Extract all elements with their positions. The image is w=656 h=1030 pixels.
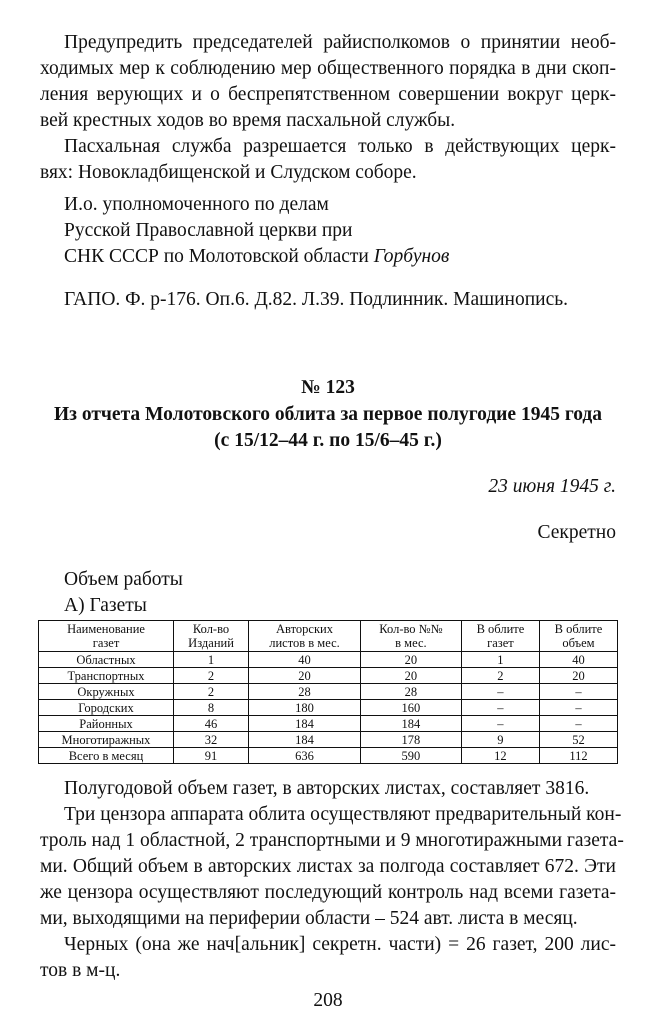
table-cell: Областных bbox=[39, 652, 174, 668]
document-number: № 123 bbox=[301, 377, 355, 398]
table-cell: – bbox=[461, 700, 539, 716]
page-number: 208 bbox=[313, 990, 343, 1011]
table-cell: 40 bbox=[539, 652, 617, 668]
table-row bbox=[39, 716, 618, 732]
table-total-row bbox=[39, 748, 618, 764]
table-cell: – bbox=[539, 684, 617, 700]
table-cell: Всего в месяц bbox=[39, 748, 174, 764]
table-header-cell: Авторских листов в мес. bbox=[249, 621, 361, 652]
text-line: Три цензора аппарата облита осуществляют предварительный кон- bbox=[64, 804, 622, 825]
table-cell: – bbox=[461, 684, 539, 700]
table-cell: 28 bbox=[249, 684, 361, 700]
table-cell: 178 bbox=[360, 732, 461, 748]
signature-line-1: И.о. уполномоченного по делам bbox=[64, 194, 329, 215]
text-line: ми, выходящими на периферии области – 524 авт. листа в месяц. bbox=[40, 908, 578, 929]
table-cell: 184 bbox=[360, 716, 461, 732]
signature-office: СНК СССР по Молотовской области bbox=[64, 246, 369, 267]
text-line: ходимых мер к соблюдению мер общественного порядка в дни скоп- bbox=[40, 58, 616, 79]
table-cell: – bbox=[461, 716, 539, 732]
table-header-cell: Кол-во Изданий bbox=[174, 621, 249, 652]
table-cell: 184 bbox=[249, 732, 361, 748]
table-cell: Окружных bbox=[39, 684, 174, 700]
table-cell: 91 bbox=[174, 748, 249, 764]
subsection-heading: А) Газеты bbox=[64, 595, 147, 616]
text-line: Пасхальная служба разрешается только в действующих церк- bbox=[64, 136, 616, 157]
table-cell: 40 bbox=[249, 652, 361, 668]
table-cell: 20 bbox=[249, 668, 361, 684]
table-cell: 28 bbox=[360, 684, 461, 700]
table-cell: 2 bbox=[174, 684, 249, 700]
table-cell: 46 bbox=[174, 716, 249, 732]
document-date: 23 июня 1945 г. bbox=[488, 476, 616, 497]
newspapers-table bbox=[38, 620, 618, 764]
table-row bbox=[39, 732, 618, 748]
text-line: троль над 1 областной, 2 транспортными и 9 многотиражными газета- bbox=[40, 830, 624, 851]
table-header-cell: В облите газет bbox=[461, 621, 539, 652]
table-cell: 112 bbox=[539, 748, 617, 764]
table-cell: 8 bbox=[174, 700, 249, 716]
text-line: Предупредить председателей райисполкомов о принятии необ- bbox=[64, 32, 616, 53]
table-header-cell: Наименование газет bbox=[39, 621, 174, 652]
summary-paragraph-3 bbox=[40, 932, 616, 984]
section-heading: Объем работы bbox=[64, 569, 183, 590]
archive-reference: ГАПО. Ф. р-176. Оп.6. Д.82. Л.39. Подлинник. Машинопись. bbox=[64, 289, 569, 310]
table-cell: 590 bbox=[360, 748, 461, 764]
table-header-cell: Кол-во №№ в мес. bbox=[360, 621, 461, 652]
document-title-line-2: (с 15/12–44 г. по 15/6–45 г.) bbox=[214, 430, 442, 451]
text-line: вях: Новокладбищенской и Слудском соборе. bbox=[40, 162, 417, 183]
text-line: ления верующих и о беспрепятственном совершении вокруг церк- bbox=[40, 84, 616, 105]
table-cell: 20 bbox=[539, 668, 617, 684]
table-cell: 52 bbox=[539, 732, 617, 748]
summary-paragraph-1: Полугодовой объем газет, в авторских листах, составляет 3816. bbox=[64, 778, 590, 799]
table-header-row bbox=[39, 621, 618, 652]
document-title-line-1: Из отчета Молотовского облита за первое полугодие 1945 года bbox=[53, 404, 602, 425]
table-cell: 20 bbox=[360, 668, 461, 684]
text-line: же цензора осуществляют последующий контроль над всеми газета- bbox=[40, 882, 616, 903]
table-row bbox=[39, 668, 618, 684]
table-cell: 2 bbox=[174, 668, 249, 684]
table-cell: Многотиражных bbox=[39, 732, 174, 748]
table-cell: 20 bbox=[360, 652, 461, 668]
text-line: вей крестных ходов во время пасхальной службы. bbox=[40, 110, 456, 131]
secrecy-stamp: Секретно bbox=[537, 522, 616, 543]
table-cell: – bbox=[539, 716, 617, 732]
table-cell: – bbox=[539, 700, 617, 716]
signature-line-3 bbox=[64, 244, 449, 270]
table-cell: 1 bbox=[461, 652, 539, 668]
text-line: тов в м-ц. bbox=[40, 960, 121, 981]
table-cell: 1 bbox=[174, 652, 249, 668]
intro-paragraph-1 bbox=[40, 30, 616, 134]
table-cell: 180 bbox=[249, 700, 361, 716]
summary-paragraph-2 bbox=[40, 802, 624, 932]
table-row bbox=[39, 684, 618, 700]
table-cell: 9 bbox=[461, 732, 539, 748]
text-line: ми. Общий объем в авторских листах за полгода составляет 672. Эти bbox=[40, 856, 616, 877]
intro-paragraph-2 bbox=[40, 134, 616, 186]
table-row bbox=[39, 700, 618, 716]
table-header-cell: В облите объем bbox=[539, 621, 617, 652]
table-cell: 160 bbox=[360, 700, 461, 716]
table-cell: 184 bbox=[249, 716, 361, 732]
table-cell: 2 bbox=[461, 668, 539, 684]
signature-line-2: Русской Православной церкви при bbox=[64, 220, 353, 241]
text-line: Черных (она же нач[альник] секретн. части) = 26 газет, 200 лис- bbox=[64, 934, 616, 955]
table-row bbox=[39, 652, 618, 668]
signatory-name: Горбунов bbox=[373, 246, 450, 267]
table-cell: 12 bbox=[461, 748, 539, 764]
table-cell: 32 bbox=[174, 732, 249, 748]
table-cell: Районных bbox=[39, 716, 174, 732]
table-cell: Городских bbox=[39, 700, 174, 716]
table-cell: 636 bbox=[249, 748, 361, 764]
table-cell: Транспортных bbox=[39, 668, 174, 684]
